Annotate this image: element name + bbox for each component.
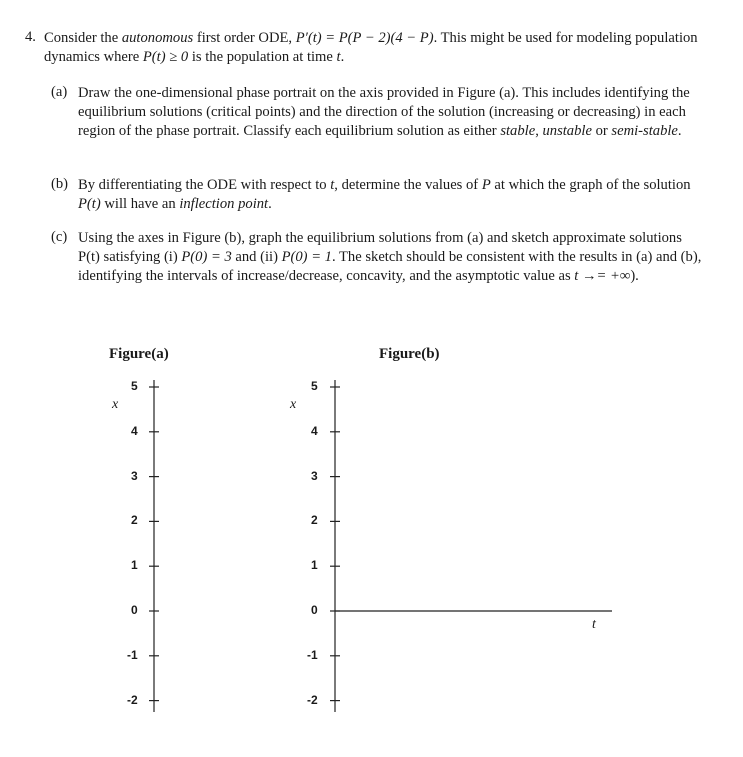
figure-b-axes [330, 380, 612, 712]
figure-a-tick-label: -1 [127, 647, 138, 662]
part-a-label: (a) [51, 84, 68, 100]
figure-b-title: Figure(b) [379, 346, 440, 362]
part-a-semistable: semi-stable [611, 123, 678, 139]
intro-text-5: . [340, 49, 345, 65]
figure-b-tick-label: 0 [311, 603, 318, 617]
part-b-t3: at which the graph of the solution [490, 177, 691, 193]
figure-a-tick-label: 0 [131, 603, 138, 617]
figure-b-tick-label: 4 [311, 423, 318, 438]
part-c-limit: t →= +∞ [574, 268, 631, 284]
figure-a-axis [149, 380, 159, 712]
part-b-end: . [268, 196, 272, 212]
figure-a-axis-label: x [112, 397, 119, 412]
part-a-sep2: or [591, 123, 612, 139]
figure-b-tick-label: -1 [307, 647, 318, 662]
intro-text-2: first order ODE, [193, 30, 296, 46]
part-c-cond1: P(0) = 3 [181, 249, 232, 265]
part-a-stable: stable [500, 123, 536, 139]
part-b-v2: P [481, 177, 491, 193]
figure-a-tick-label: 4 [131, 423, 138, 438]
figure-a-title: Figure(a) [109, 346, 169, 362]
part-b-t2: , determine the values of [334, 177, 482, 193]
part-c-cond2: P(0) = 1 [281, 249, 332, 265]
part-a-unstable: unstable [542, 123, 592, 139]
population-condition: P(t) ≥ 0 [142, 49, 189, 65]
intro-text-4: is the population at time [188, 49, 337, 65]
figure-a-tick-label: 5 [131, 379, 138, 393]
part-b-t4: will have an [100, 196, 180, 212]
problem-number: 4. [25, 29, 36, 45]
figure-a-tick-label: 2 [131, 513, 138, 528]
intro-text-1: Consider the [44, 30, 122, 46]
figure-b-x-axis-label: t [592, 617, 596, 632]
figure-b-tick-label: 3 [311, 468, 318, 483]
figure-b-tick-label: 2 [311, 513, 318, 528]
intro-autonomous: autonomous [121, 30, 194, 46]
part-b-v3: P(t) [78, 196, 101, 212]
time-variable: t [336, 49, 341, 65]
figure-b-tick-label: -2 [307, 692, 318, 707]
figure-a-tick-label: -2 [127, 692, 138, 707]
part-b-label: (b) [51, 176, 69, 192]
figure-a-tick-label: 3 [131, 468, 138, 483]
part-c-t2: and (ii) [231, 249, 282, 265]
part-a-sep1: , [535, 123, 543, 139]
ode-equation: P′(t) = P(P − 2)(4 − P) [295, 30, 434, 46]
part-c-t1: Using the axes in Figure (b), graph the equilibrium solutions from (a) and sketch approximate solutions P(t) satisfying (i) [78, 230, 682, 265]
part-a-body: Draw the one-dimensional phase portrait on the axis provided in Figure (a). This includes identifying the equilibrium solutions (critical points) and the direction of the solution (increasing or decreasing) in each region of the phase portrait. Classify each equilibrium solution as either [78, 85, 690, 139]
intro-text-3: . This might be used for modeling population dynamics where [44, 30, 698, 65]
part-c-label: (c) [51, 229, 68, 245]
part-b-v1: t [330, 177, 335, 193]
figure-a-tick-label: 1 [131, 558, 138, 573]
part-c-end: ). [630, 268, 639, 284]
figure-b-y-axis-label: x [290, 397, 297, 412]
figure-b-tick-label: 1 [311, 558, 318, 573]
part-a-end: . [677, 123, 682, 139]
part-b-t1: By differentiating the ODE with respect to [78, 177, 331, 193]
figure-b-tick-label: 5 [311, 379, 318, 393]
part-b-inflection: inflection point [179, 196, 269, 212]
part-c-t3: . The sketch should be consistent with the results in (a) and (b), identifying the intervals of increase/decrease, concavity, and the asymptotic value as [78, 249, 702, 284]
